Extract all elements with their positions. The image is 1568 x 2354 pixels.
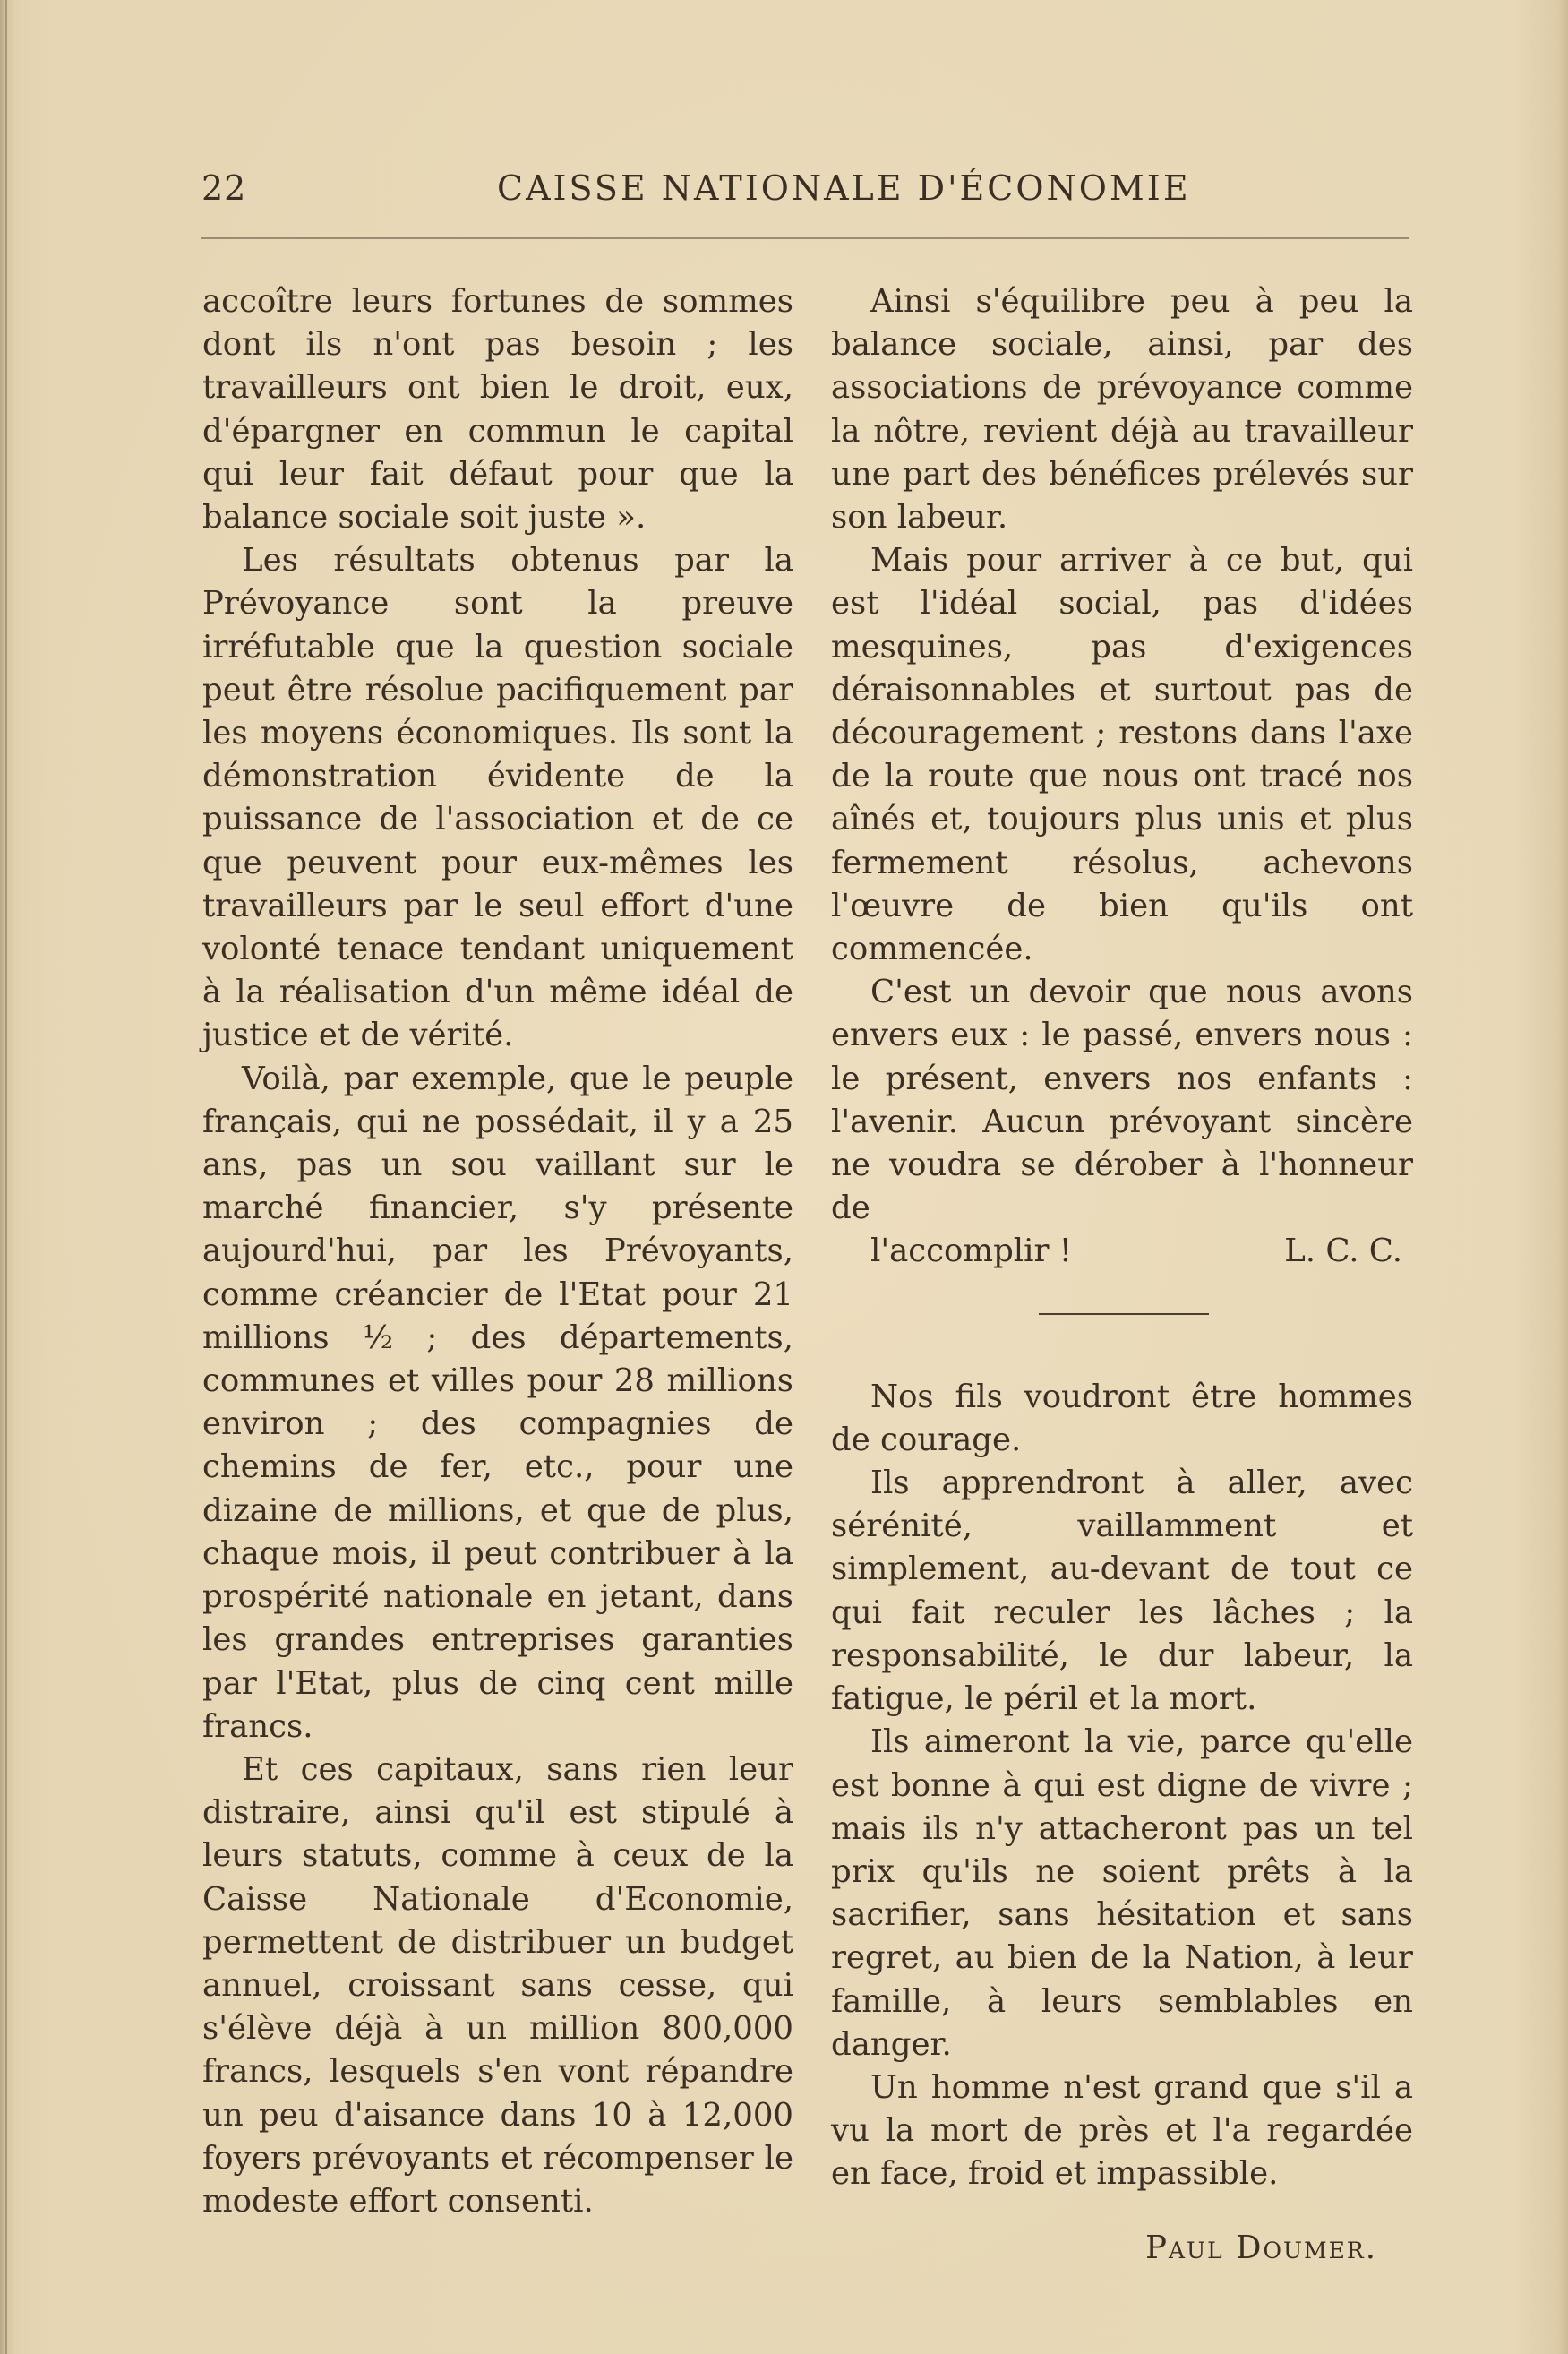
page-number: 22 xyxy=(201,168,247,208)
left-column xyxy=(202,280,793,2223)
right-column xyxy=(831,280,1413,2270)
paragraph: Nos fils voudront être hommes de courage. xyxy=(831,1378,1413,1458)
paragraph: Ainsi s'équilibre peu à peu la balance sociale, ainsi, par des associations de prévoyance comme la nôtre, revient déjà au travailleur une part des bénéfices prélevés sur son labeur. xyxy=(831,283,1413,537)
paragraph: Un homme n'est grand que s'il a vu la mort de près et l'a regardée en face, froid et impassible. xyxy=(831,2068,1413,2193)
paragraph: Mais pour arriver à ce but, qui est l'idéal social, pas d'idées mesquines, pas d'exigences déraisonnables et surtout pas de découragement ; restons dans l'axe de la route que nous ont tracé nos aînés et, toujours plus unis et plus fermement résolus, achevons l'œuvre de bien qu'ils ont commencée. xyxy=(831,542,1413,968)
binding-edge xyxy=(5,0,7,2354)
paragraph: Les résultats obtenus par la Prévoyance sont la preuve irréfutable que la question sociale peut être résolue pacifiquement par les moyens économiques. Ils sont la démonstration évidente de la puissance de l'association et de ce que peuvent pour eux-mêmes les travailleurs par le seul effort d'une volonté tenace tendant uniquement à la réalisation d'un même idéal de justice et de vérité. xyxy=(202,542,793,1054)
signature-line xyxy=(831,1230,1413,1273)
signature-doumer: Paul Doumer. xyxy=(1145,2229,1377,2266)
paragraph: C'est un devoir que nous avons envers eux : le passé, envers nous : le présent, envers nos enfants : l'avenir. Aucun prévoyant sincère ne voudra se dérober à l'honneur de xyxy=(831,974,1413,1227)
paragraph-end: l'accomplir ! xyxy=(870,1233,1073,1270)
paragraph: Voilà, par exemple, que le peuple français, qui ne possédait, il y a 25 ans, pas un sou vaillant sur le marché financier, s'y présente aujourd'hui, par les Prévoyants, comme créancier de l'Etat pour 21 millions ½ ; des départements, communes et villes pour 28 millions environ ; des compagnies de chemins de fer, etc., pour une dizaine de millions, et que de plus, chaque mois, il peut contribuer à la prospérité nationale en jetant, dans les grandes entreprises garanties par l'Etat, plus de cinq cent mille francs. xyxy=(202,1060,793,1745)
paragraph: Et ces capitaux, sans rien leur distraire, ainsi qu'il est stipulé à leurs statuts, comme à ceux de la Caisse Nationale d'Economie, permettent de distribuer un budget annuel, croissant sans cesse, qui s'élève déjà à un million 800,000 francs, lesquels s'en vont répandre un peu d'aisance dans 10 à 12,000 foyers prévoyants et récompenser le modeste effort consenti. xyxy=(202,1750,793,2220)
signature-lcc: L. C. C. xyxy=(1284,1233,1402,1270)
paragraph: Ils aimeront la vie, parce qu'elle est bonne à qui est digne de vivre ; mais ils n'y attacheront pas un tel prix qu'ils ne soient prêts à la sacrifier, sans hésitation et sans regret, au bien de la Nation, à leur famille, à leurs semblables en danger. xyxy=(831,1723,1413,2063)
running-title: CAISSE NATIONALE D'ÉCONOMIE xyxy=(497,168,1191,208)
header-rule xyxy=(201,237,1409,239)
paragraph: accoître leurs fortunes de sommes dont ils n'ont pas besoin ; les travailleurs ont bien le droit, eux, d'épargner en commun le capital qui leur fait défaut pour que la balance sociale soit juste ». xyxy=(202,283,793,537)
spacer xyxy=(831,1315,1413,1376)
running-header xyxy=(201,168,1410,219)
paragraph: Ils apprendront à aller, avec sérénité, vaillamment et simplement, au-devant de tout ce qui fait reculer les lâches ; la responsabilité, le dur labeur, la fatigue, le péril et la mort. xyxy=(831,1465,1413,1718)
